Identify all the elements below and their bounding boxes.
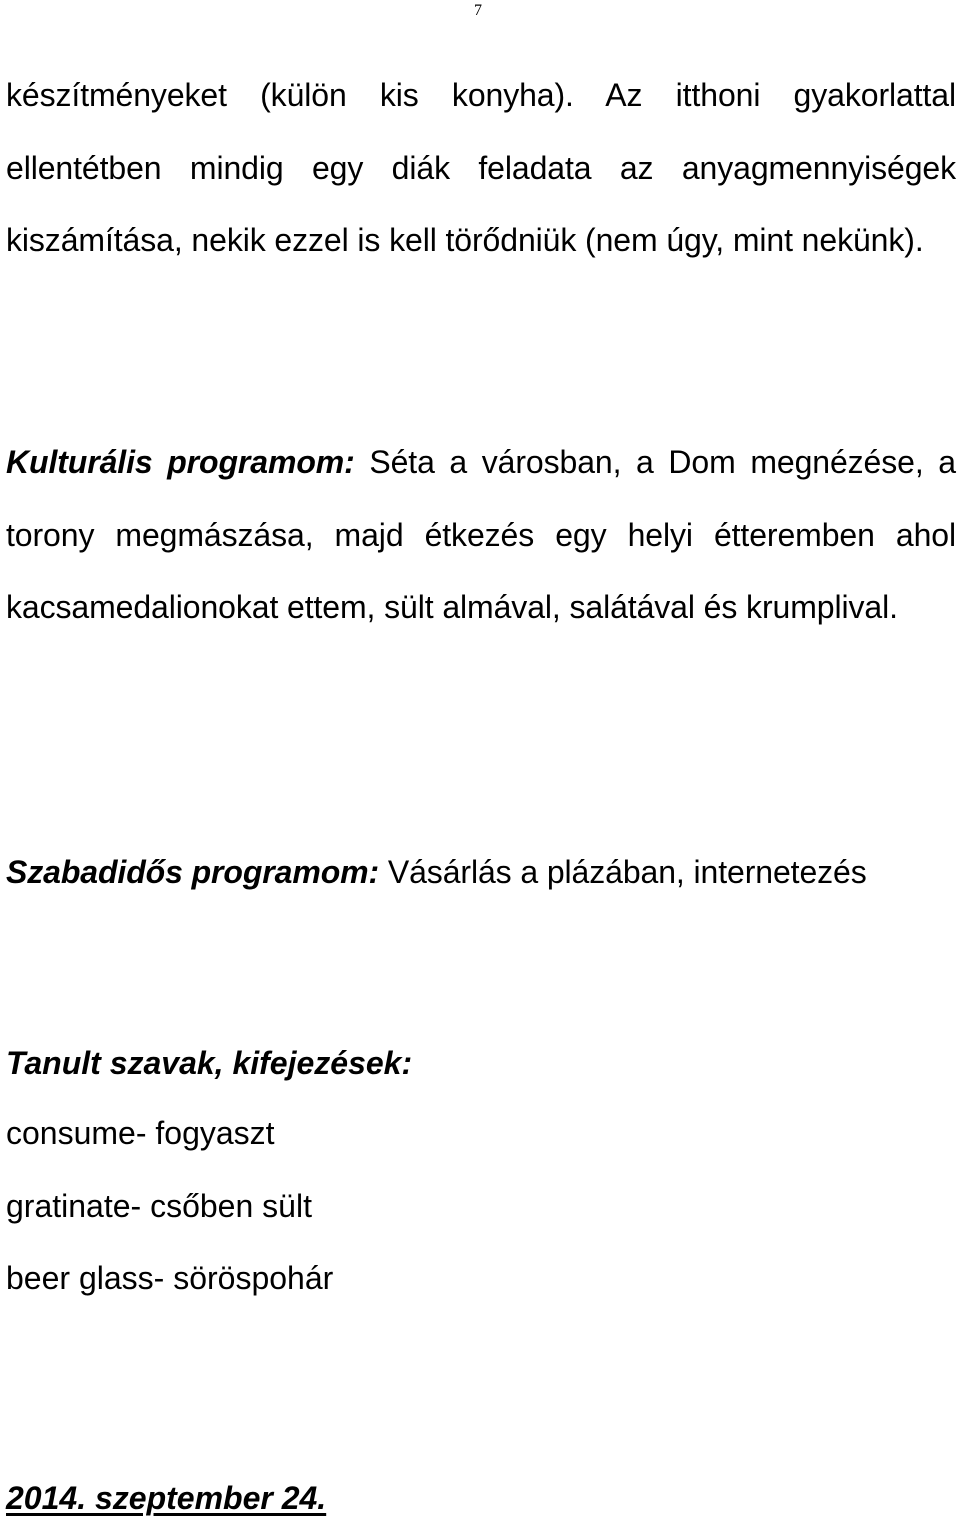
intro-paragraph: készítményeket (külön kis konyha). Az itthoni gyakorlattal ellentétben mindig egy diák feladata az anyagmennyiségek kiszámítása, nekik ezzel is kell törődniük (nem úgy, mint nekünk). (6, 77, 956, 259)
leisure-program-label: Szabadidős programom: (6, 854, 380, 890)
date-heading: 2014. szeptember 24. (6, 1480, 327, 1516)
cultural-program-text: Séta a városban, a Dom megnézése, a torony megmászása, majd étkezés egy helyi étteremben ahol kacsamedalionokat ettem, sült almával, salátával és krumplival. (6, 444, 956, 626)
vocabulary-heading: Tanult szavak, kifejezések: (6, 1045, 413, 1081)
page-number: 7 (474, 2, 482, 19)
vocabulary-item: consume- fogyaszt (6, 1115, 275, 1151)
leisure-program-text: Vásárlás a plázában, internetezés (379, 854, 867, 890)
cultural-program-paragraph (6, 426, 956, 644)
cultural-program-label: Kulturális programom: (6, 444, 355, 480)
vocabulary-item: gratinate- csőben sült (6, 1187, 312, 1224)
vocabulary-item: beer glass- söröspohár (6, 1260, 334, 1296)
leisure-program-paragraph (6, 836, 956, 909)
vocabulary-list (6, 1097, 333, 1315)
